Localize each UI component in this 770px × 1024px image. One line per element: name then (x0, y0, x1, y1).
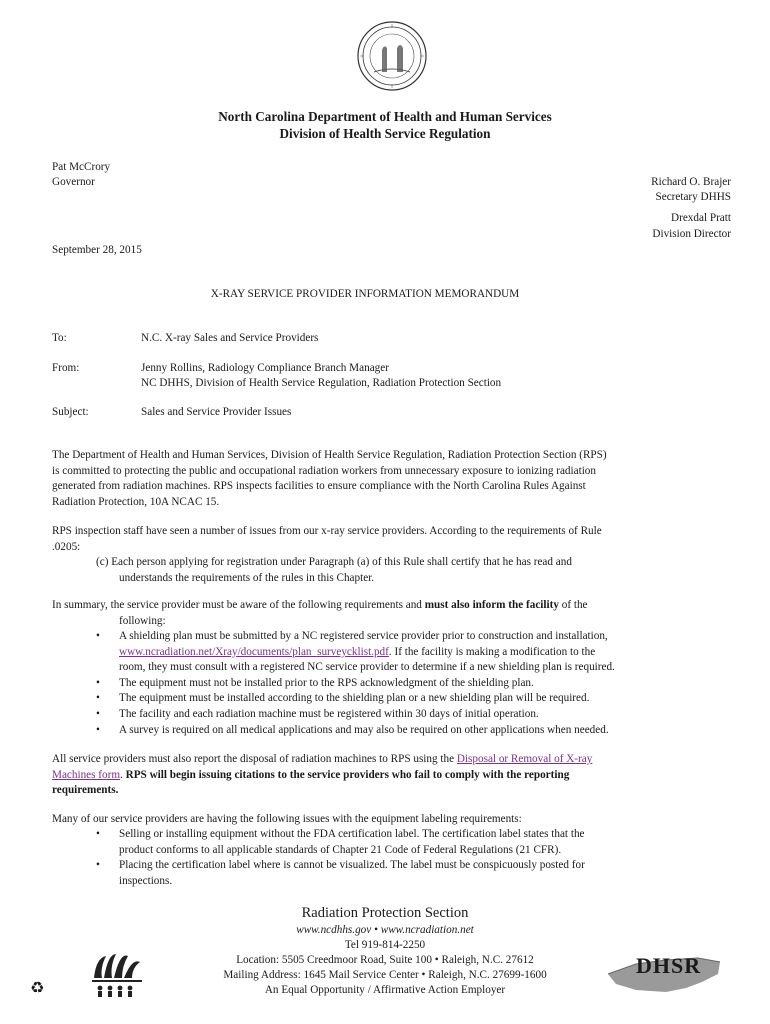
rule-quote-line: understands the requirements of the rules in this Chapter. (119, 571, 375, 584)
intro-line: generated from radiation machines. RPS inspects facilities to ensure compliance with the North Carolina Rules Against (52, 480, 586, 493)
director-name: Drexdal Pratt (671, 212, 731, 224)
list-item: • The equipment must be installed according to the shielding plan or a new shielding plan will be required. (52, 691, 732, 707)
summary-paragraph (52, 598, 732, 629)
list-item: • The facility and each radiation machine must be registered within 30 days of initial operation. (52, 707, 732, 723)
shielding-checklist-link[interactable]: www.ncradiation.net/Xray/documents/plan_surveycklist.pdf (119, 645, 389, 658)
disposal-paragraph: All service providers must also report the disposal of radiation machines to RPS using the Disposal or Removal of X-ray Machines form. RPS will begin issuing citations to the service providers who fail to comply with the reporting requirements. (52, 753, 593, 797)
director-role: Division Director (652, 228, 731, 240)
from-value-line2: NC DHHS, Division of Health Service Regulation, Radiation Protection Section (141, 377, 502, 389)
footer-location: Location: 5505 Creedmoor Road, Suite 100 • Raleigh, N.C. 27612 (236, 954, 534, 966)
rule-paragraph (52, 524, 732, 586)
bullet-icon: • (96, 723, 100, 736)
intro-line: Radiation Protection, 10A NCAC 15. (52, 495, 220, 508)
list-item: • The equipment must not be installed prior to the RPS acknowledgment of the shielding plan. (52, 676, 732, 692)
nc-state-seal-icon (356, 20, 428, 92)
memo-title: X-RAY SERVICE PROVIDER INFORMATION MEMORANDUM (210, 288, 520, 300)
to-label: To: (52, 332, 67, 344)
governor-role: Governor (52, 176, 95, 188)
summary-line: In summary, the service provider must be aware of the following requirements and must also inform the facility of the (52, 599, 588, 611)
governor-name: Pat McCrory (52, 161, 111, 173)
bullet-icon: • (96, 859, 100, 872)
disposal-form-link-cont[interactable]: Machines form (52, 768, 121, 781)
requirements-list (52, 629, 732, 738)
dhhs-logo-icon (86, 948, 150, 998)
disposal-form-link[interactable]: Disposal or Removal of X-ray (456, 753, 593, 765)
bullet-icon: • (96, 692, 100, 705)
division-title: Division of Health Service Regulation (279, 126, 491, 141)
rule-quote-line: (c) Each person applying for registration under Paragraph (a) of this Rule shall certify that he has read and (96, 556, 572, 569)
subject-value: Sales and Service Provider Issues (141, 406, 292, 418)
dhsr-logo-icon (606, 952, 724, 998)
recycle-icon: ♻ (30, 978, 45, 997)
footer-title: Radiation Protection Section (301, 905, 469, 921)
footer-tel: Tel 919-814-2250 (344, 939, 426, 951)
labeling-issues-list (52, 827, 732, 889)
secretary-name: Richard O. Brajer (651, 176, 731, 188)
memo-date: September 28, 2015 (52, 244, 142, 256)
list-item: • Placing the certification label where is cannot be visualized. The label must be conspicuously posted for inspections. (96, 859, 585, 887)
labeling-paragraph: Many of our service providers are having the following issues with the equipment labeling requirements: (52, 813, 522, 825)
summary-line: following: (119, 614, 166, 627)
footer-eeo: An Equal Opportunity / Affirmative Action Employer (264, 984, 506, 996)
dhsr-logo-text: DHSR (636, 953, 702, 978)
list-item: • A shielding plan must be submitted by a NC registered service provider prior to construction and installation, www.ncradiation.net/Xray/documents/plan_surveycklist.pdf. If the facility is making a modification to the room, they must consult with a registered NC service provider to determine if a new shielding plan is required. (96, 630, 615, 674)
footer-mailing: Mailing Address: 1645 Mail Service Center • Raleigh, N.C. 27699-1600 (223, 969, 547, 981)
bullet-icon: • (96, 828, 100, 840)
intro-line: is committed to protecting the public and occupational radiation workers from unnecessary exposure to ionizing radiation (52, 464, 596, 477)
list-item: • Selling or installing equipment without the FDA certification label. The certification label states that the product conforms to all applicable standards of Chapter 21 Code of Federal Regulations (21 CFR). (96, 828, 585, 856)
subject-label: Subject: (52, 406, 89, 418)
bullet-icon: • (96, 676, 100, 689)
to-value: N.C. X-ray Sales and Service Providers (141, 332, 319, 344)
list-item: • A survey is required on all medical applications and may also be required on other applications when needed. (52, 723, 732, 739)
department-title: North Carolina Department of Health and Human Services (218, 109, 552, 124)
bullet-icon: • (96, 630, 100, 642)
bullet-icon: • (96, 707, 100, 720)
intro-line: The Department of Health and Human Services, Division of Health Service Regulation, Radiation Protection Section (RPS) (52, 449, 607, 461)
from-label: From: (52, 362, 80, 374)
secretary-role: Secretary DHHS (655, 191, 731, 203)
from-value-line1: Jenny Rollins, Radiology Compliance Branch Manager (141, 362, 389, 374)
footer-web: www.ncdhhs.gov • www.ncradiation.net (296, 924, 474, 936)
rule-intro-line: RPS inspection staff have seen a number of issues from our x-ray service providers. According to the requirements of Rule (52, 525, 602, 537)
intro-paragraph (52, 448, 732, 510)
rule-intro-line: .0205: (52, 540, 81, 553)
